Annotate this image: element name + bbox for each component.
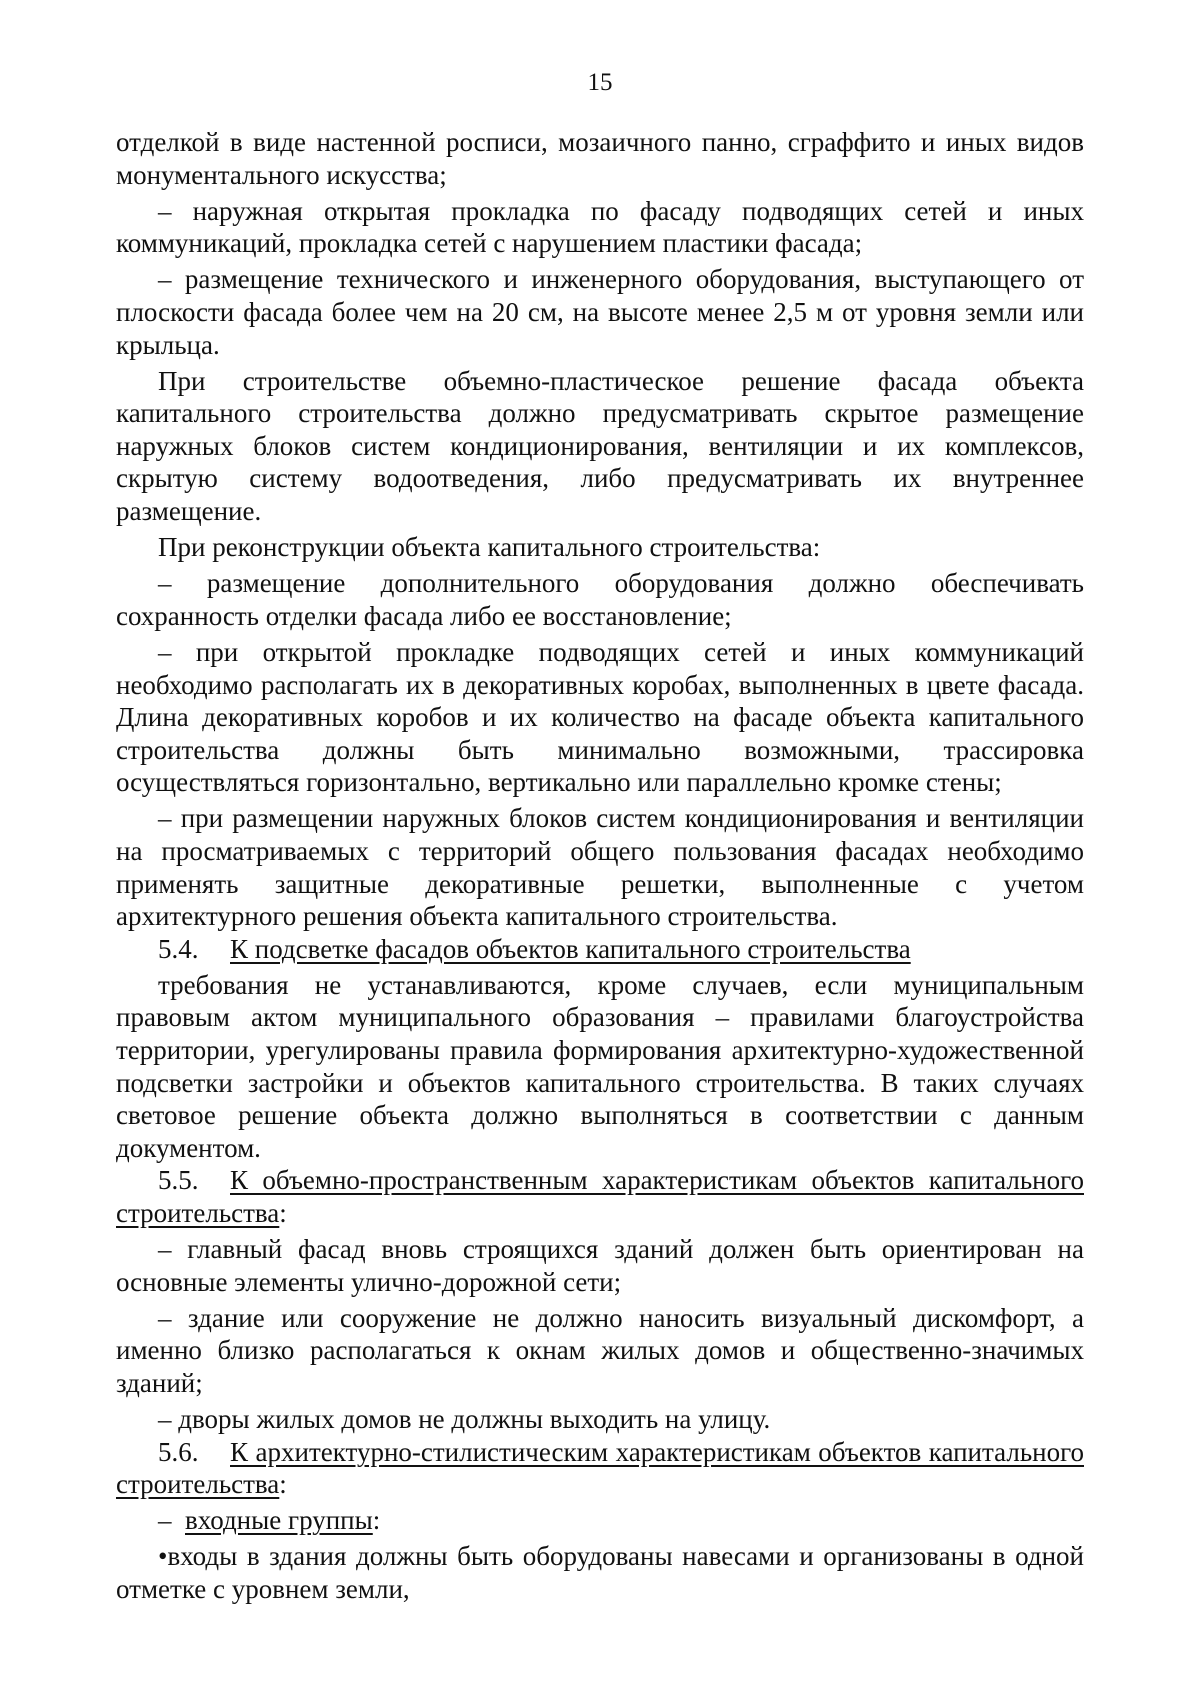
section-number: 5.4. — [158, 933, 199, 964]
section-title: К объемно-пространственным характеристикам объектов капитального строительства — [116, 1165, 1084, 1228]
bullet-icon: • — [158, 1541, 168, 1572]
list-item-equipment-placement: – размещение технического и инженерного оборудования, выступающего от плоскости фасада более чем на 20 см, на высоте менее 2,5 м от уровня земли или крыльца. — [116, 264, 1084, 360]
bullet-item-text: входы в здания должны быть оборудованы навесами и организованы в одной отметке с уровнем земли, — [116, 1541, 1084, 1605]
section-number: 5.5. — [158, 1165, 199, 1196]
document-body — [116, 126, 1084, 1606]
section-number: 5.6. — [158, 1436, 199, 1467]
list-item-open-wiring: – при открытой прокладке подводящих сетей и иных коммуникаций необходимо располагать их в декоративных коробах, выполненных в цвете фасада. Длина декоративных коробов и их количество на фасаде объекта капитального строительства должны быть минимально возможными, трассировка осуществляться горизонтально, вертикально или параллельно кромке стены; — [116, 636, 1084, 798]
entrance-groups-title: входные группы — [185, 1505, 373, 1536]
paragraph-lighting: требования не устанавливаются, кроме случаев, если муниципальным правовым актом муниципального образования – правилами благоустройства территории, урегулированы правила формирования архитектурно-художественной подсветки застройки и объектов капитального строительства. В таких случаях световое решение объекта должно выполняться в соответствии с данным документом. — [116, 969, 1084, 1163]
list-item-courtyards: – дворы жилых домов не должны выходить на улицу. — [158, 1404, 771, 1435]
section-heading-5-5 — [116, 1164, 1084, 1229]
list-dash: – — [158, 1505, 185, 1536]
section-title-colon: : — [279, 1469, 287, 1500]
section-title: К подсветке фасадов объектов капитального строительства — [230, 933, 911, 964]
bullet-item-entrances — [116, 1540, 1084, 1605]
paragraph-continuation: отделкой в виде настенной росписи, мозаичного панно, сграффито и иных видов монументального искусства; — [116, 127, 1084, 190]
list-item-visual-discomfort: – здание или сооружение не должно наносить визуальный дискомфорт, а именно близко располагаться к окнам жилых домов и общественно-значимых зданий; — [116, 1302, 1084, 1398]
section-heading-5-4 — [116, 933, 1084, 966]
list-item-main-facade: – главный фасад вновь строящихся зданий должен быть ориентирован на основные элементы улично-дорожной сети; — [116, 1234, 1084, 1297]
section-title: К архитектурно-стилистическим характеристикам объектов капитального строительства — [116, 1436, 1084, 1500]
entrance-groups-colon: : — [372, 1505, 381, 1536]
list-item-ac-units: – при размещении наружных блоков систем кондиционирования и вентиляции на просматриваемых с территорий общего пользования фасадах необходимо применять защитные декоративные решетки, выполненные с учетом архитектурного решения объекта капитального строительства. — [116, 803, 1084, 932]
paragraph-reconstruction-intro: При реконструкции объекта капитального строительства: — [158, 532, 821, 563]
section-heading-5-6 — [116, 1436, 1084, 1501]
section-title-colon: : — [279, 1198, 287, 1228]
list-item-external-wiring: – наружная открытая прокладка по фасаду подводящих сетей и иных коммуникаций, прокладка сетей с нарушением пластики фасада; — [116, 195, 1084, 259]
paragraph-construction: При строительстве объемно-пластическое решение фасада объекта капитального строительства должно предусматривать скрытое размещение наружных блоков систем кондиционирования, вентиляции и их комплексов, скрытую систему водоотведения, либо предусматривать их внутреннее размещение. — [116, 365, 1084, 527]
list-item-additional-equipment: – размещение дополнительного оборудования должно обеспечивать сохранность отделки фасада либо ее восстановление; — [116, 568, 1084, 631]
list-item-entrance-groups — [116, 1504, 1084, 1537]
page-number: 15 — [587, 69, 613, 96]
